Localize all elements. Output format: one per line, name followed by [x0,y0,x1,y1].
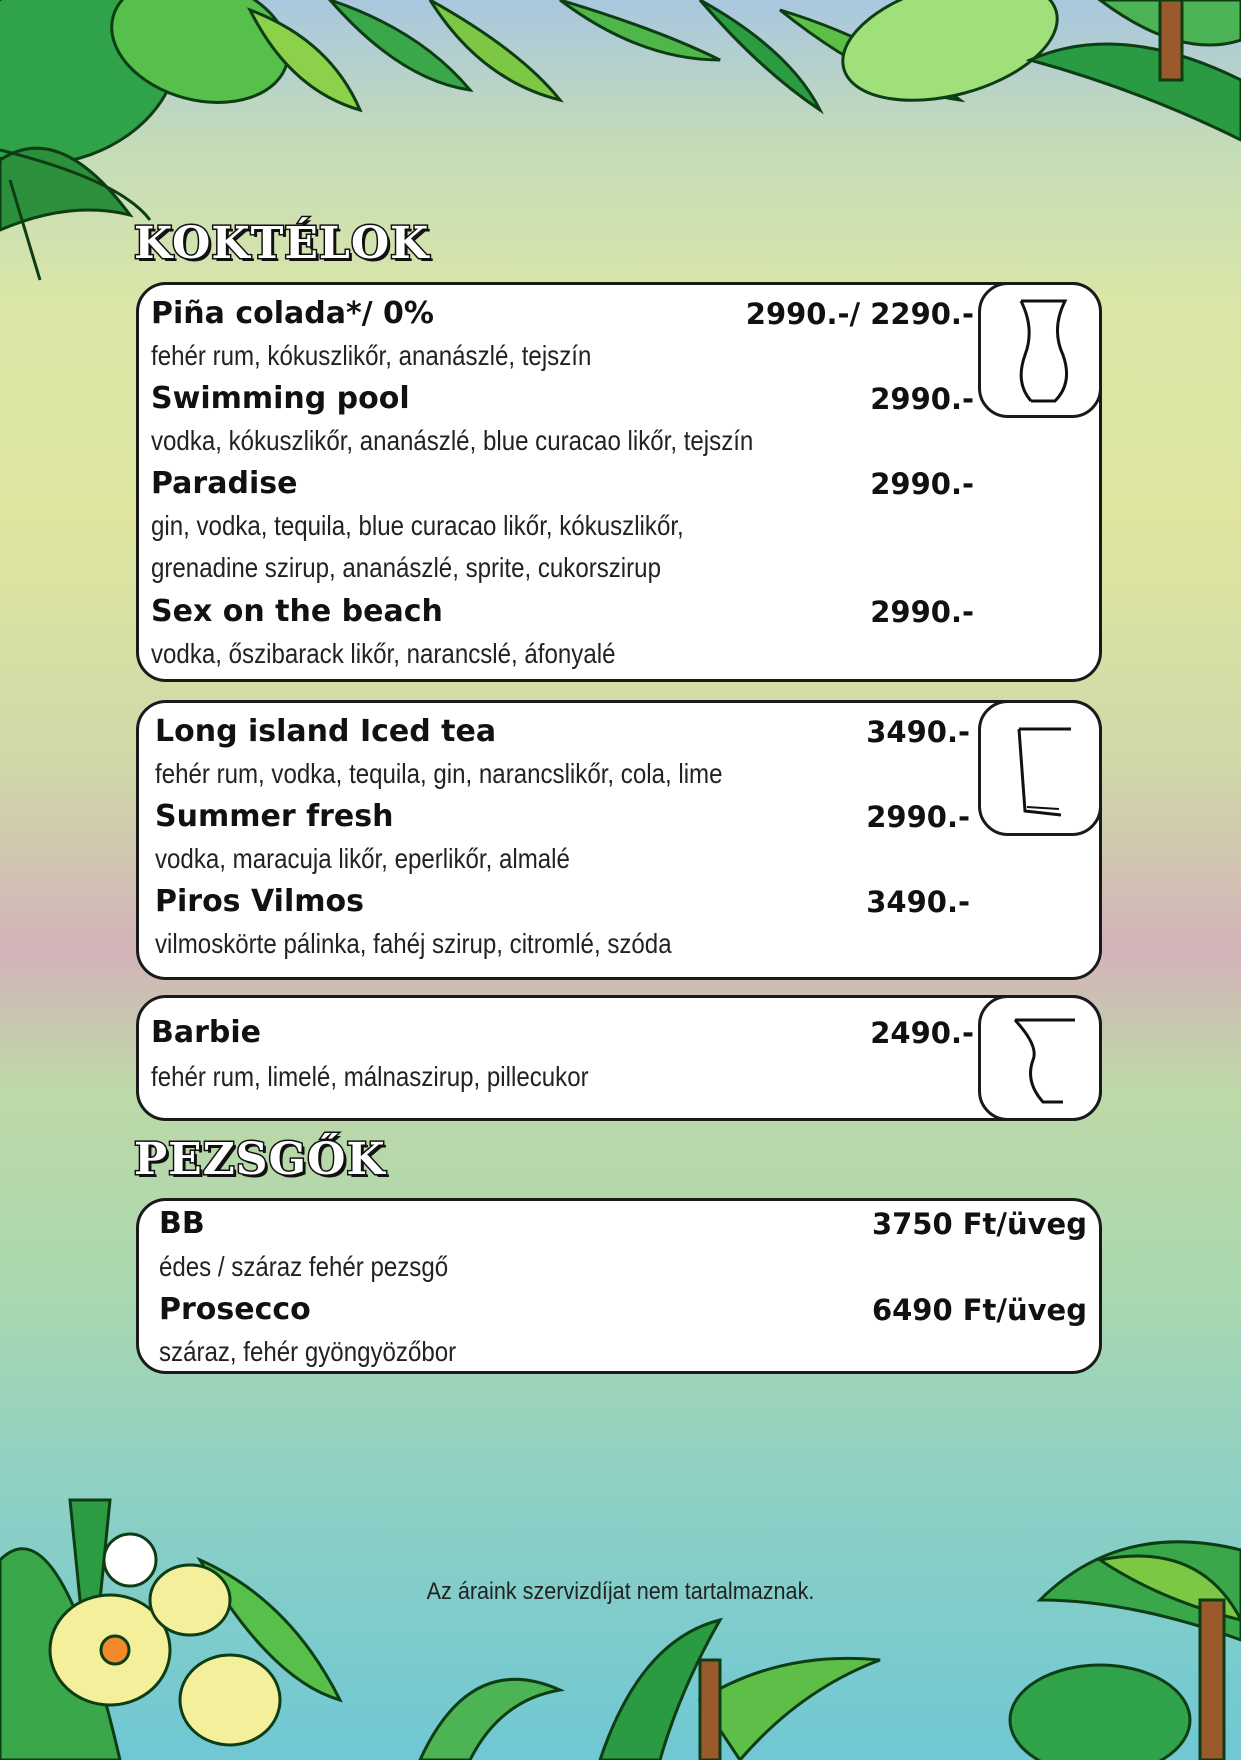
item-price: 2990.- [870,595,974,629]
item-name: Summer fresh [155,799,394,834]
item-description: vodka, maracuja likőr, eperlikőr, almalé [155,843,570,874]
item-name: Piña colada*/ 0% [151,296,434,331]
item-name: Barbie [151,1015,262,1050]
cocktail-group-3-card [136,995,1102,1121]
item-description: fehér rum, limelé, málnaszirup, pillecukor [151,1061,589,1092]
cocktail-group-1-card [136,282,1102,682]
item-name: Sex on the beach [151,594,443,629]
cocktail-group-2-card [136,700,1102,980]
item-price: 2990.-/ 2290.- [745,297,974,331]
item-description: vodka, kókuszlikőr, ananászlé, blue curacao likőr, tejszín [151,425,754,456]
menu-item [151,463,1099,505]
item-name: Prosecco [159,1292,311,1327]
item-price: 2990.- [870,467,974,501]
item-description: fehér rum, vodka, tequila, gin, narancslikőr, cola, lime [155,758,723,789]
menu-item [159,1203,1099,1245]
menu-item [151,1012,1099,1054]
item-name: Piros Vilmos [155,884,364,919]
menu-item [151,378,1099,420]
item-name: BB [159,1206,205,1241]
menu-item [151,591,1099,633]
item-price: 3490.- [866,715,970,749]
item-price: 2990.- [870,382,974,416]
menu-item [151,293,1099,335]
item-description: édes / száraz fehér pezsgő [159,1251,449,1282]
menu-item [155,796,1099,838]
item-description: gin, vodka, tequila, blue curacao likőr, kókuszlikőr, [151,510,684,541]
menu-item [155,881,1099,923]
sparkling-card [136,1198,1102,1374]
menu-item [159,1289,1099,1331]
item-price: 3490.- [866,885,970,919]
item-price: 2490.- [870,1016,974,1050]
item-description: fehér rum, kókuszlikőr, ananászlé, tejszín [151,340,592,371]
item-name: Long island Iced tea [155,714,497,749]
item-description: vilmoskörte pálinka, fahéj szirup, citromlé, szóda [155,928,672,959]
item-description: száraz, fehér gyöngyözőbor [159,1336,457,1367]
item-price: 2990.- [866,800,970,834]
item-description: grenadine szirup, ananászlé, sprite, cukorszirup [151,552,661,583]
item-name: Swimming pool [151,381,410,416]
service-charge-note: Az áraink szervizdíjat nem tartalmaznak. [426,1578,815,1605]
item-name: Paradise [151,466,298,501]
menu-item [155,711,1099,753]
item-price: 6490 Ft/üveg [871,1293,1087,1327]
item-description: vodka, őszibarack likőr, narancslé, áfonyalé [151,638,616,669]
cocktails-section-title: KOKTÉLOK [134,218,430,269]
item-price: 3750 Ft/üveg [871,1207,1087,1241]
sparkling-section-title: PEZSGŐK [134,1134,386,1185]
